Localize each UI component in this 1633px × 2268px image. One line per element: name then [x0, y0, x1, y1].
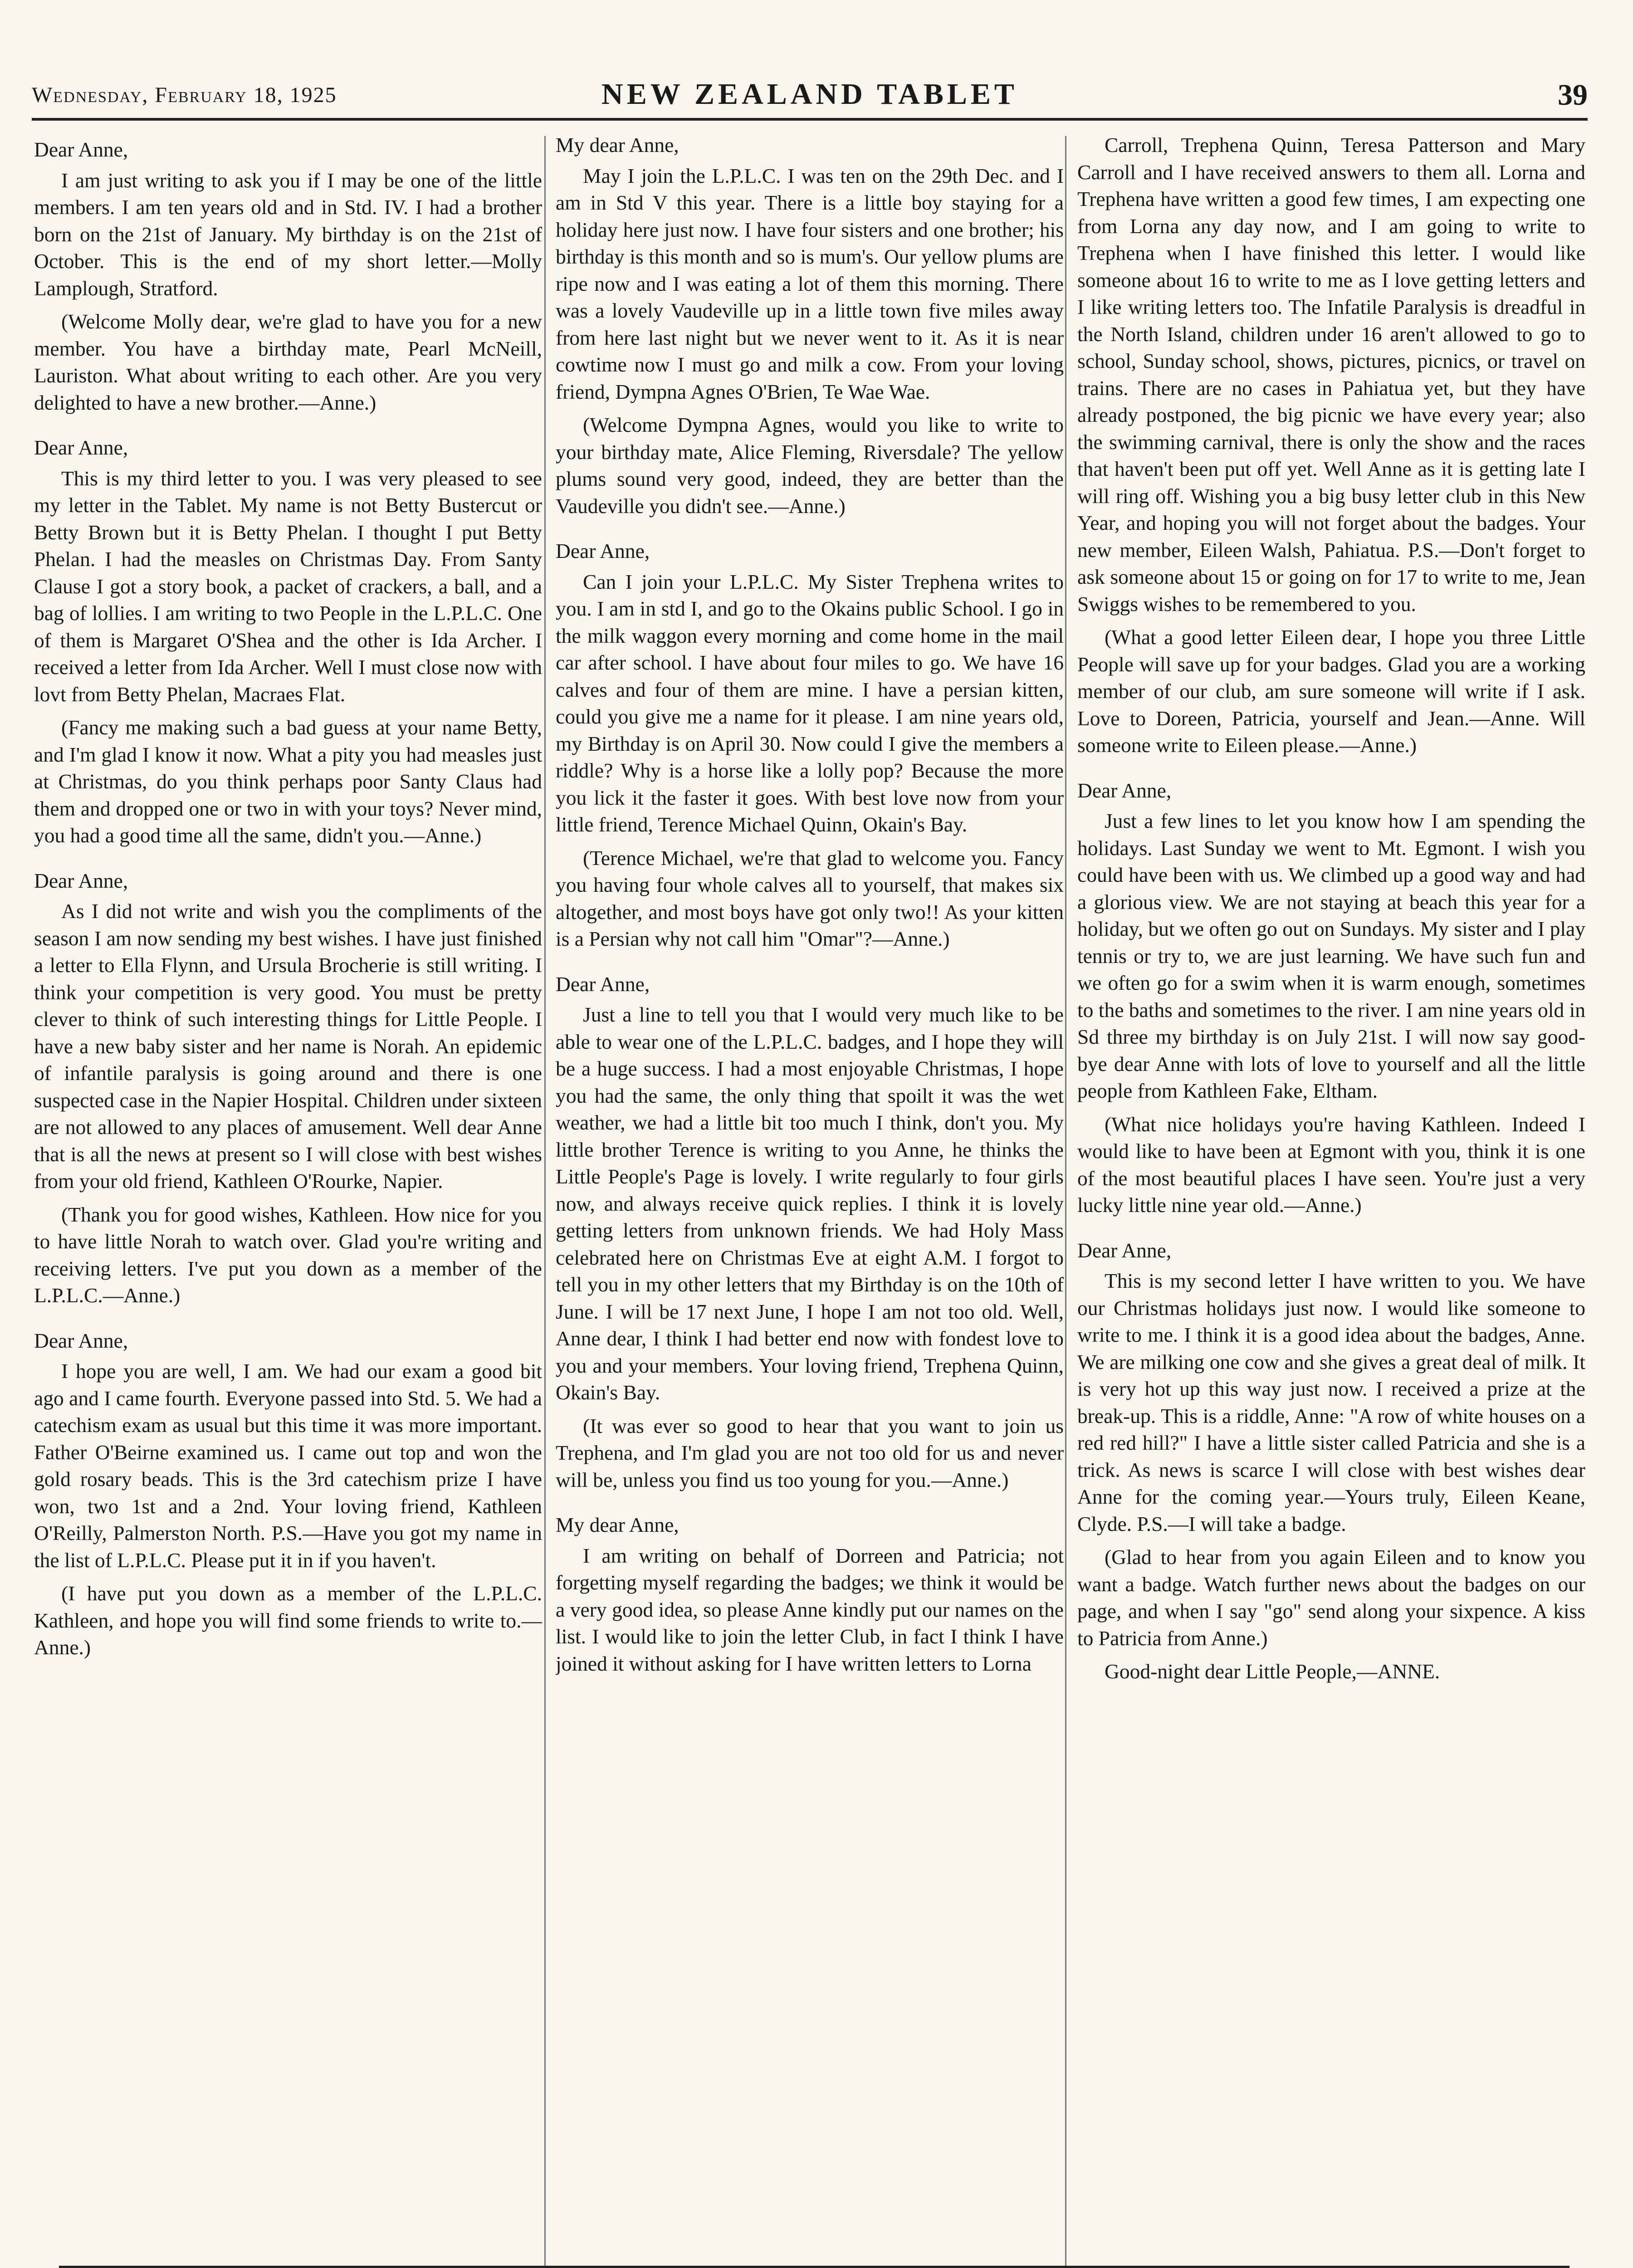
letter-salutation: Dear Anne, [34, 436, 128, 459]
masthead [32, 77, 1588, 118]
letter-body: I am just writing to ask you if I may be one of the little members. I am ten years old and in Std. IV. I had a brother born on the 21st of January. My birthday is on the 21st of October. This is the end of my short letter.—Molly Lamplough, Stratford. [34, 168, 542, 300]
advertisement [59, 2266, 1569, 2268]
letter-body: I hope you are well, I am. We had our exam a good bit ago and I came fourth. Everyone passed into Std. 5. We had a catechism exam as usual but this time it was more important. Father O'Beirne examined us. I came out top and won the gold rosary beads. This is the 3rd catechism prize I have won, two 1st and a 2nd. Your loving friend, Kathleen O'Reilly, Palmerston North. P.S.—Have you got my name in the list of L.P.L.C. Please put it in if you haven't. [34, 1359, 542, 1572]
letter-body: Carroll, Trephena Quinn, Teresa Patterson and Mary Carroll and I have received answers to them all. Lorna and Trephena have written a good few times, I am expecting one from Lorna any day now, and I am going to write to Trephena when I have finished this letter. I would like someone about 16 to write to me as I love getting letters and I like writing letters too. The Infatile Paralysis is dreadful in the North Island, children under 16 aren't allowed to go to school, Sunday school, shows, pictures, picnics, or travel on trains. There are no cases in Pahiatua yet, but they have already postponed, the big picnic we have every year; also the swimming carnival, there is only the show and the races that haven't been put off yet. Well Anne as it is getting late I will ring off. Wishing you a big busy letter club in this New Year, and hoping you will not forget about the badges. Your new member, Eileen Walsh, Pahiatua. P.S.—Don't forget to ask someone about 15 or going on for 17 to write to me, Jean Swiggs wishes to be remembered to you. [1077, 133, 1585, 616]
editor-reply: (Welcome Dympna Agnes, would you like to write to your birthday mate, Alice Fleming, Riversdale? The yellow plums sound very good, indeed, they are better than the Vaudeville you didn't see.—Anne.) [556, 413, 1064, 518]
column-3 [1077, 132, 1585, 2268]
editor-reply: (Fancy me making such a bad guess at your name Betty, and I'm glad I know it now. What a pity you had measles just at Christmas, do you think perhaps poor Santy Claus had them and dropped one or two in with your toys? Never mind, you had a good time all the same, didn't you.—Anne.) [34, 716, 542, 847]
editor-reply: (I have put you down as a member of the L.P.L.C. Kathleen, and hope you will find some friends to write to.—Anne.) [34, 1582, 542, 1659]
column-2 [556, 132, 1064, 2268]
letter-body: As I did not write and wish you the compliments of the season I am now sending my best wishes. I have just finished a letter to Ella Flynn, and Ursula Brocherie is still writing. I think your competition is very good. You must be pretty clever to think of such interesting things for Little People. I have a new baby sister and her name is Norah. An epidemic of infantile paralysis is going around and there is one suspected case in the Napier Hospital. Children under sixteen are not allowed to any places of amusement. Well dear Anne that is all the news at present so I will close with best wishes from your old friend, Kathleen O'Rourke, Napier. [34, 899, 542, 1193]
letter-body: Just a line to tell you that I would very much like to be able to wear one of the L.P.L.C. badges, and I hope they will be a huge success. I had a most enjoyable Christmas, I hope you had the same, the only thing that spoilt it was the wet weather, we had a little bit too much I think, don't you. My little brother Terence is writing to you Anne, he thinks the Little People's Page is lovely. I write regularly to four girls now, and always receive quick replies. I think it is lovely getting letters from unknown friends. We had Holy Mass celebrated here on Christmas Eve at eight A.M. I forgot to tell you in my other letters that my Birthday is on the 10th of June. I will be 17 next June, I hope I am not too old. Well, Anne dear, I think I had better end now with fondest love to you and your members. Your loving friend, Trephena Quinn, Okain's Bay. [556, 1003, 1064, 1404]
column-divider [1065, 136, 1066, 2268]
editor-reply: (Welcome Molly dear, we're glad to have you for a new member. You have a birthday mate, Pearl McNeill, Lauriston. What about writing to each other. Are you very delighted to have a new brother.—Anne.) [34, 310, 542, 414]
editor-reply: (Glad to hear from you again Eileen and to know you want a badge. Watch further news about the badges on our page, and when I say "go" send along your sixpence. A kiss to Patricia from Anne.) [1077, 1545, 1585, 1650]
editor-reply: (It was ever so good to hear that you want to join us Trephena, and I'm glad you are not too old for us and never will be, unless you find us too young for you.—Anne.) [556, 1414, 1064, 1491]
publication-title: NEW ZEALAND TABLET [601, 78, 1018, 111]
issue-date: Wednesday, February 18, 1925 [32, 83, 337, 107]
editor-reply: (Terence Michael, we're that glad to welcome you. Fancy you having four whole calves all to yourself, that makes six altogether, and most boys have got only two!! As your kitten is a Persian why not call him "Omar"?—Anne.) [556, 846, 1064, 950]
editor-reply: (What nice holidays you're having Kathleen. Indeed I would like to have been at Egmont with you, think it is one of the most beautiful places I have seen. You're just a very lucky little nine year old.—Anne.) [1077, 1112, 1585, 1217]
letter-salutation: Dear Anne, [34, 869, 128, 892]
letter-body: May I join the L.P.L.C. I was ten on the 29th Dec. and I am in Std V this year. There is a little boy staying for a holiday here just now. I have four sisters and one brother; his birthday is this month and so is mum's. Our yellow plums are ripe now and I was eating a lot of them this morning. There was a lovely Vaudeville up in a little town five miles away from here last night but we never went to it. As it is near cowtime now I must go and milk a cow. From your loving friend, Dympna Agnes O'Brien, Te Wae Wae. [556, 164, 1064, 403]
column-divider [544, 136, 546, 2268]
letter-salutation: Dear Anne, [556, 539, 650, 562]
letter-salutation: Dear Anne, [34, 138, 128, 161]
letter-salutation: Dear Anne, [34, 1329, 128, 1352]
letter-body: Can I join your L.P.L.C. My Sister Trephena writes to you. I am in std I, and go to the Okains public School. I go in the milk waggon every morning and come home in the mail car after school. I have about four miles to go. We have 16 calves and four of them are mine. I have a persian kitten, could you give me a name for it please. I am nine years old, my Birthday is on April 30. Now could I give the members a riddle? Why is a horse like a lolly pop? Because the more you lick it the faster it goes. With best love now from your little friend, Terence Michael Quinn, Okain's Bay. [556, 570, 1064, 836]
letter-salutation: My dear Anne, [556, 133, 679, 156]
letter-body: I am writing on behalf of Dorreen and Patricia; not forgetting myself regarding the badges; we think it would be a very good idea, so please Anne kindly put our names on the list. I would like to join the letter Club, in fact I think I have joined it without asking for I have written letters to Lorna [556, 1544, 1064, 1675]
letter-salutation: Dear Anne, [1077, 778, 1172, 802]
letter-body: This is my third letter to you. I was very pleased to see my letter in the Tablet. My name is not Betty Bustercut or Betty Brown but it is Betty Phelan. I thought I put Betty Phelan. I had the measles on Christmas Day. From Santy Clause I got a story book, a packet of crackers, a ball, and a bag of lollies. I am writing to two People in the L.P.L.C. One of them is Margaret O'Shea and the other is Ida Archer. I received a letter from Ida Archer. Well I must close now with lovt from Betty Phelan, Macraes Flat. [34, 466, 542, 706]
page-number: 39 [1558, 78, 1588, 112]
letter-body: This is my second letter I have written to you. We have our Christmas holidays just now. I would like someone to write to me. I think it is a good idea about the badges, Anne. We are milking one cow and she gives a great deal of milk. It is very hot up this way just now. I received a prize at the break-up. This is a riddle, Anne: "A row of white houses on a red red hill?" I have a little sister called Patricia and she is a trick. As news is scarce I will close with best wishes dear Anne for the coming year.—Yours truly, Eileen Keane, Clyde. P.S.—I will take a badge. [1077, 1269, 1585, 1535]
column-1 [34, 136, 542, 2209]
editor-reply: (What a good letter Eileen dear, I hope you three Little People will save up for your badges. Glad you are a working member of our club, am sure someone will write if I ask. Love to Doreen, Patricia, yourself and Jean.—Anne. Will someone write to Eileen please.—Anne.) [1077, 626, 1585, 757]
letter-salutation: Dear Anne, [556, 972, 650, 996]
letter-salutation: My dear Anne, [556, 1513, 679, 1536]
sign-off: Good-night dear Little People,—ANNE. [1105, 1660, 1440, 1683]
header-rule [32, 118, 1588, 121]
editor-reply: (Thank you for good wishes, Kathleen. How nice for you to have little Norah to watch over. Glad you're writing and receiving letters. I've put you down as a member of the L.P.L.C.—Anne.) [34, 1202, 542, 1307]
letter-salutation: Dear Anne, [1077, 1238, 1172, 1262]
letter-body: Just a few lines to let you know how I am spending the holidays. Last Sunday we went to Mt. Egmont. I wish you could have been with us. We climbed up a good way and had a glorious view. We are not staying at beach this year for a holiday, but we often go out on Sundays. My sister and I play tennis or try to, we are just learning. We have such fun and we often go for a swim when it is warm enough, sometimes to the baths and sometimes to the river. I am nine years old in Sd three my birthday is on July 21st. I will now say good-bye dear Anne with lots of love to yourself and all the little people from Kathleen Fake, Eltham. [1077, 809, 1585, 1102]
